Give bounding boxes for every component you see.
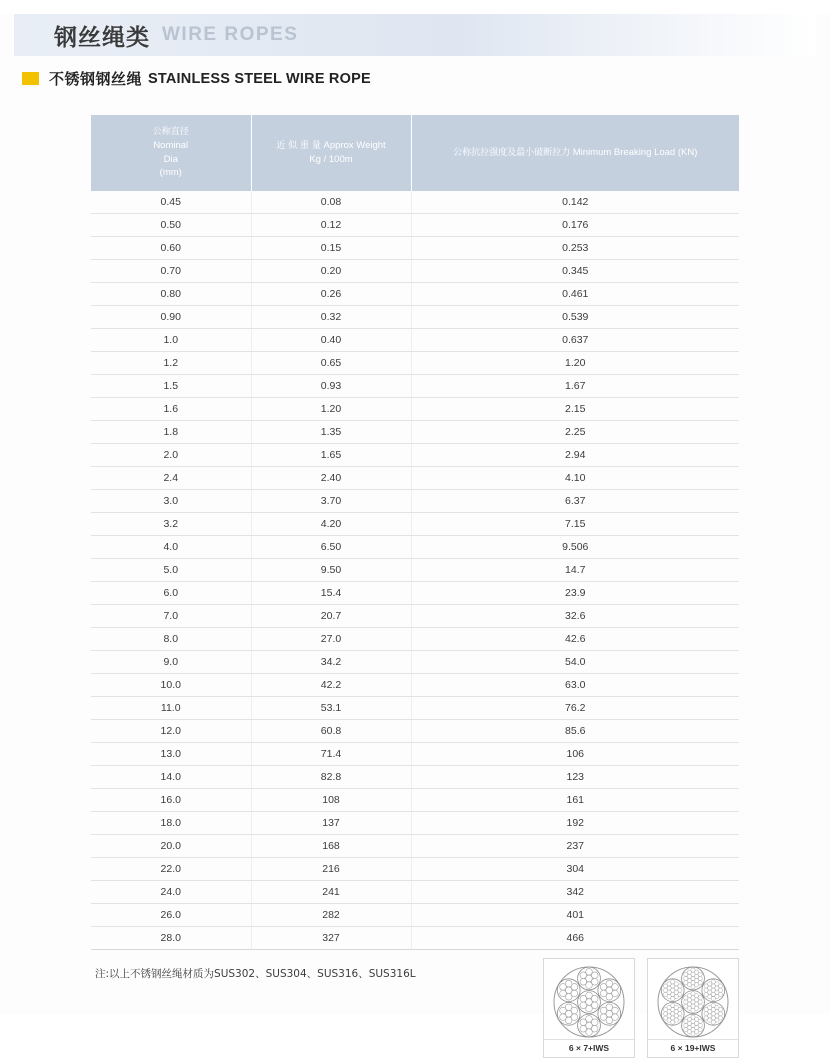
- table-cell: 1.20: [411, 352, 739, 375]
- table-cell: 192: [411, 812, 739, 835]
- table-cell: 7.0: [91, 605, 251, 628]
- table-row: [91, 283, 739, 306]
- table-cell: 1.0: [91, 329, 251, 352]
- table-cell: 2.0: [91, 444, 251, 467]
- column-header-approx-weight-l2: Kg / 100m: [309, 154, 353, 166]
- table-cell: 0.32: [251, 306, 411, 329]
- table-row: [91, 720, 739, 743]
- table-cell: 401: [411, 904, 739, 927]
- table-row: [91, 329, 739, 352]
- column-header-nominal-dia: [91, 115, 251, 191]
- table-cell: 3.2: [91, 513, 251, 536]
- table-cell: 137: [251, 812, 411, 835]
- column-header-approx-weight-l1: Approx Weight: [323, 140, 386, 152]
- table-row: [91, 789, 739, 812]
- table-cell: 0.65: [251, 352, 411, 375]
- table-cell: 282: [251, 904, 411, 927]
- spec-table: [91, 115, 739, 950]
- page-root: [0, 14, 830, 1053]
- table-cell: 0.637: [411, 329, 739, 352]
- diagram-group: [543, 958, 739, 1058]
- table-row: [91, 812, 739, 835]
- table-row: [91, 697, 739, 720]
- table-cell: 1.67: [411, 375, 739, 398]
- table-row: [91, 582, 739, 605]
- table-cell: 0.461: [411, 283, 739, 306]
- table-row: [91, 559, 739, 582]
- table-cell: 237: [411, 835, 739, 858]
- table-cell: 20.0: [91, 835, 251, 858]
- table-cell: 342: [411, 881, 739, 904]
- table-cell: 22.0: [91, 858, 251, 881]
- table-cell: 42.6: [411, 628, 739, 651]
- table-cell: 0.60: [91, 237, 251, 260]
- table-cell: 0.50: [91, 214, 251, 237]
- table-cell: 27.0: [251, 628, 411, 651]
- table-cell: 0.20: [251, 260, 411, 283]
- rope-cross-section-6x7-icon: [552, 965, 626, 1039]
- table-cell: 1.20: [251, 398, 411, 421]
- column-header-breaking-load: [411, 115, 739, 191]
- table-row: [91, 444, 739, 467]
- diagram-caption-6x7: 6 × 7+IWS: [544, 1039, 634, 1057]
- table-cell: 5.0: [91, 559, 251, 582]
- table-row: [91, 858, 739, 881]
- table-header-row: [91, 115, 739, 191]
- column-header-breaking-load-cn: 公称抗拉强度及最小破断拉力: [453, 147, 571, 158]
- table-cell: 0.15: [251, 237, 411, 260]
- table-cell: 0.08: [251, 191, 411, 214]
- table-cell: 14.0: [91, 766, 251, 789]
- table-cell: 9.0: [91, 651, 251, 674]
- table-cell: 0.45: [91, 191, 251, 214]
- table-cell: 23.9: [411, 582, 739, 605]
- table-cell: 3.0: [91, 490, 251, 513]
- table-cell: 2.15: [411, 398, 739, 421]
- rope-cross-section-6x19-icon: [656, 965, 730, 1039]
- table-row: [91, 904, 739, 927]
- table-row: [91, 674, 739, 697]
- header-title-cn: 钢丝绳类: [54, 24, 150, 51]
- table-cell: 3.70: [251, 490, 411, 513]
- table-cell: 466: [411, 927, 739, 950]
- column-header-approx-weight-cn: 近 似 重 量: [276, 141, 321, 152]
- table-cell: 4.0: [91, 536, 251, 559]
- table-cell: 2.4: [91, 467, 251, 490]
- table-row: [91, 214, 739, 237]
- diagram-caption-6x19: 6 × 19+IWS: [648, 1039, 738, 1057]
- spec-table-wrapper: [91, 115, 739, 950]
- table-row: [91, 467, 739, 490]
- table-cell: 12.0: [91, 720, 251, 743]
- table-cell: 1.8: [91, 421, 251, 444]
- table-cell: 6.50: [251, 536, 411, 559]
- spec-table-body: [91, 191, 739, 950]
- table-cell: 0.80: [91, 283, 251, 306]
- table-cell: 168: [251, 835, 411, 858]
- table-row: [91, 536, 739, 559]
- table-cell: 15.4: [251, 582, 411, 605]
- table-row: [91, 421, 739, 444]
- diagram-6x7: [543, 958, 635, 1058]
- table-row: [91, 766, 739, 789]
- table-row: [91, 237, 739, 260]
- table-cell: 1.2: [91, 352, 251, 375]
- table-cell: 0.93: [251, 375, 411, 398]
- table-cell: 32.6: [411, 605, 739, 628]
- table-cell: 28.0: [91, 927, 251, 950]
- diagram-6x19: [647, 958, 739, 1058]
- table-cell: 108: [251, 789, 411, 812]
- subsection-title-cn: 不锈钢钢丝绳: [49, 70, 143, 88]
- table-row: [91, 352, 739, 375]
- table-cell: 6.37: [411, 490, 739, 513]
- table-row: [91, 513, 739, 536]
- table-cell: 7.15: [411, 513, 739, 536]
- table-cell: 0.40: [251, 329, 411, 352]
- table-cell: 18.0: [91, 812, 251, 835]
- table-cell: 60.8: [251, 720, 411, 743]
- table-cell: 0.345: [411, 260, 739, 283]
- table-cell: 1.35: [251, 421, 411, 444]
- table-row: [91, 927, 739, 950]
- table-row: [91, 375, 739, 398]
- table-cell: 1.65: [251, 444, 411, 467]
- footer-row: [91, 960, 739, 1058]
- table-cell: 13.0: [91, 743, 251, 766]
- table-cell: 0.70: [91, 260, 251, 283]
- table-cell: 53.1: [251, 697, 411, 720]
- table-row: [91, 605, 739, 628]
- table-cell: 2.40: [251, 467, 411, 490]
- column-header-breaking-load-l1: Minimum Breaking Load (KN): [572, 146, 698, 158]
- table-cell: 24.0: [91, 881, 251, 904]
- table-cell: 2.25: [411, 421, 739, 444]
- table-row: [91, 306, 739, 329]
- table-cell: 216: [251, 858, 411, 881]
- table-cell: 10.0: [91, 674, 251, 697]
- table-cell: 14.7: [411, 559, 739, 582]
- table-cell: 0.539: [411, 306, 739, 329]
- table-row: [91, 398, 739, 421]
- table-cell: 76.2: [411, 697, 739, 720]
- section-header-band: [14, 14, 816, 56]
- table-cell: 106: [411, 743, 739, 766]
- subsection-title-en: STAINLESS STEEL WIRE ROPE: [148, 70, 371, 87]
- table-cell: 71.4: [251, 743, 411, 766]
- table-cell: 304: [411, 858, 739, 881]
- table-cell: 63.0: [411, 674, 739, 697]
- table-cell: 4.20: [251, 513, 411, 536]
- table-row: [91, 260, 739, 283]
- table-cell: 16.0: [91, 789, 251, 812]
- table-row: [91, 628, 739, 651]
- column-header-nominal-dia-l3: (mm): [159, 167, 182, 179]
- table-cell: 0.176: [411, 214, 739, 237]
- table-cell: 34.2: [251, 651, 411, 674]
- table-cell: 82.8: [251, 766, 411, 789]
- table-cell: 42.2: [251, 674, 411, 697]
- table-cell: 0.26: [251, 283, 411, 306]
- table-row: [91, 490, 739, 513]
- column-header-nominal-dia-cn: 公称直径: [152, 126, 189, 137]
- table-cell: 161: [411, 789, 739, 812]
- table-cell: 4.10: [411, 467, 739, 490]
- table-row: [91, 743, 739, 766]
- table-cell: 0.253: [411, 237, 739, 260]
- table-cell: 85.6: [411, 720, 739, 743]
- column-header-nominal-dia-l2: Dia: [163, 153, 178, 165]
- table-cell: 54.0: [411, 651, 739, 674]
- table-cell: 1.6: [91, 398, 251, 421]
- table-cell: 6.0: [91, 582, 251, 605]
- column-header-nominal-dia-l1: Nominal: [153, 139, 189, 151]
- table-cell: 1.5: [91, 375, 251, 398]
- bullet-square-icon: [22, 72, 39, 85]
- table-cell: 0.12: [251, 214, 411, 237]
- table-cell: 11.0: [91, 697, 251, 720]
- table-cell: 0.142: [411, 191, 739, 214]
- table-cell: 0.90: [91, 306, 251, 329]
- header-title-en: WIRE ROPES: [162, 24, 299, 45]
- table-row: [91, 835, 739, 858]
- table-row: [91, 651, 739, 674]
- table-cell: 8.0: [91, 628, 251, 651]
- table-cell: 26.0: [91, 904, 251, 927]
- table-row: [91, 881, 739, 904]
- table-cell: 20.7: [251, 605, 411, 628]
- table-cell: 2.94: [411, 444, 739, 467]
- table-cell: 241: [251, 881, 411, 904]
- table-cell: 9.50: [251, 559, 411, 582]
- material-note: 注:以上不锈钢丝绳材质为SUS302、SUS304、SUS316、SUS316L: [95, 968, 416, 980]
- table-cell: 123: [411, 766, 739, 789]
- column-header-approx-weight: [251, 115, 411, 191]
- table-cell: 9.506: [411, 536, 739, 559]
- table-row: [91, 191, 739, 214]
- table-cell: 327: [251, 927, 411, 950]
- subsection-title: [22, 68, 830, 89]
